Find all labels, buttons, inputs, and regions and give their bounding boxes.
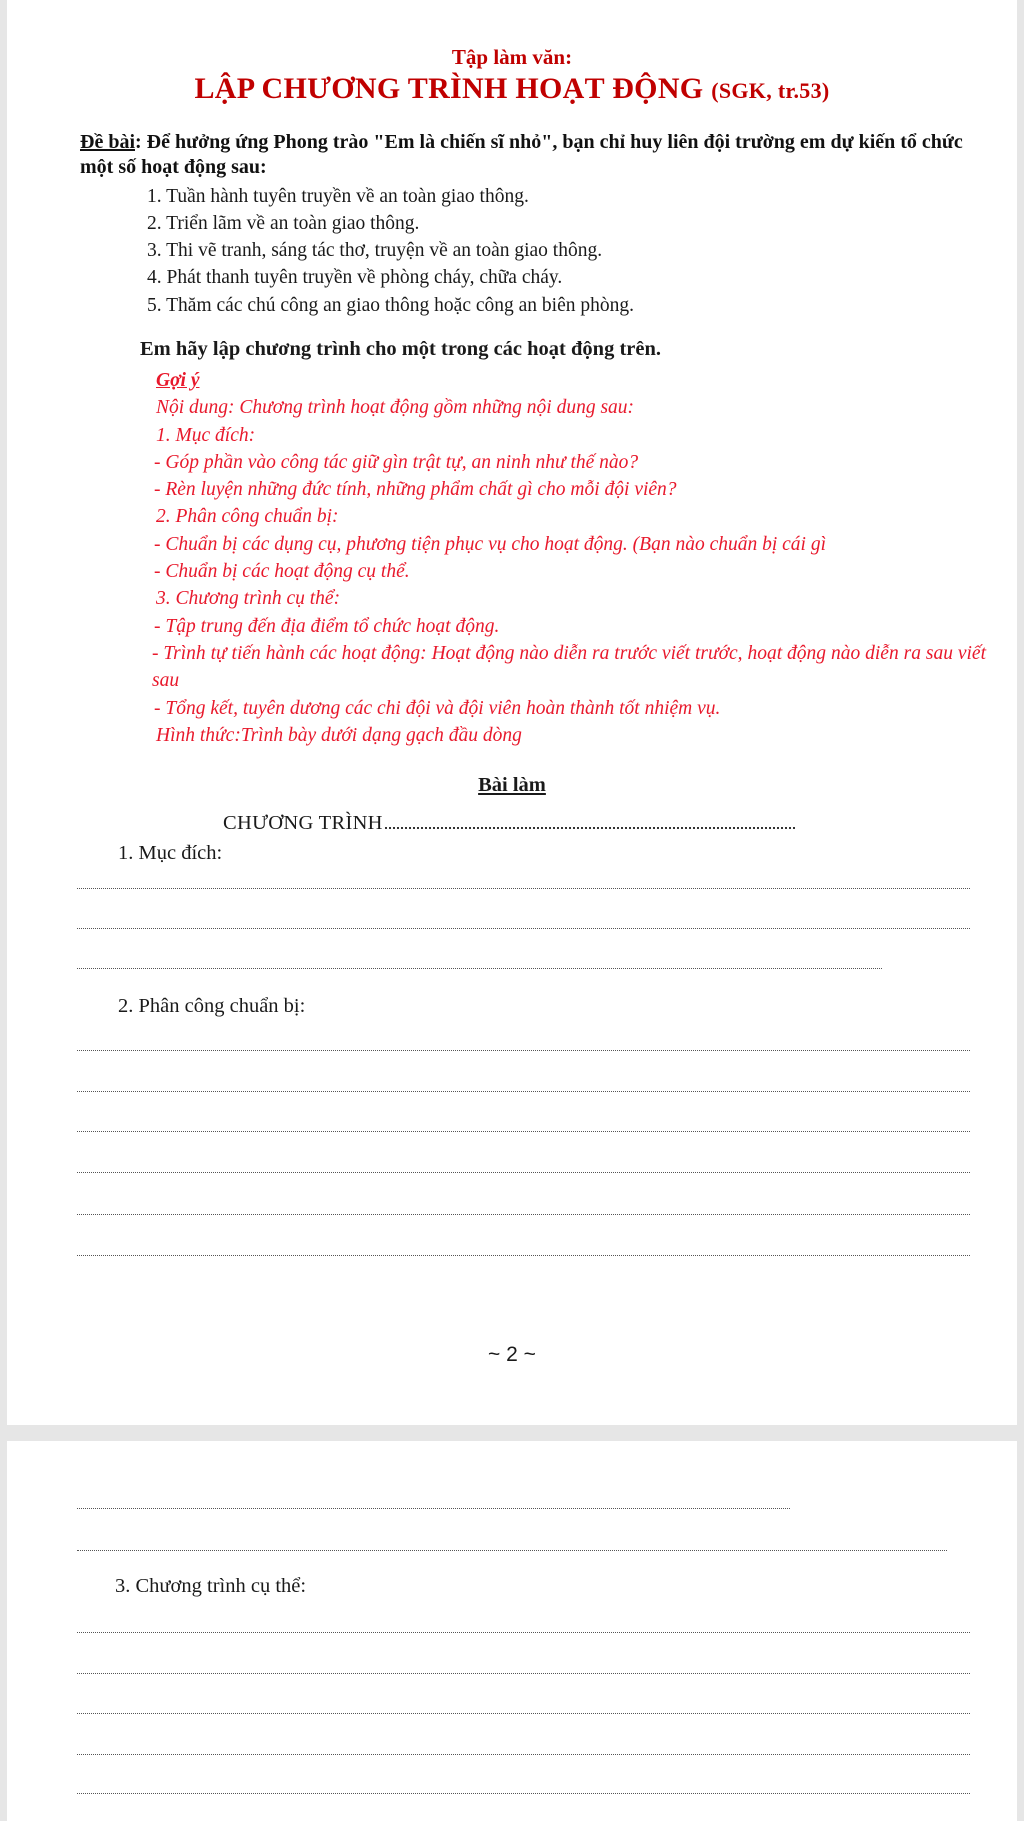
- answer-line[interactable]: [77, 1673, 970, 1674]
- answer-line[interactable]: [77, 1793, 970, 1794]
- answer-line[interactable]: [77, 1172, 970, 1173]
- answer-line[interactable]: [77, 1508, 790, 1509]
- hint-line: - Tập trung đến địa điểm tổ chức hoạt động.: [154, 615, 500, 637]
- answer-line[interactable]: [77, 1214, 970, 1215]
- section-schedule-label: 3. Chương trình cụ thể:: [115, 1575, 307, 1597]
- task-instruction: Em hãy lập chương trình cho một trong các hoạt động trên.: [140, 338, 661, 360]
- answer-line[interactable]: [77, 1131, 970, 1132]
- document-page-1: [7, 0, 1017, 1425]
- answer-line[interactable]: [77, 888, 970, 889]
- program-title-text: CHƯƠNG TRÌNH: [223, 812, 383, 834]
- program-title: [223, 812, 795, 835]
- hint-line: - Chuẩn bị các dụng cụ, phương tiện phục vụ cho hoạt động. (Bạn nào chuẩn bị cái gì: [154, 533, 827, 555]
- activity-item: 5. Thăm các chú công an giao thông hoặc công an biên phòng.: [147, 295, 634, 316]
- activity-item: 3. Thi vẽ tranh, sáng tác thơ, truyện về an toàn giao thông.: [147, 240, 603, 261]
- answer-line[interactable]: [77, 1754, 970, 1755]
- activity-item: 4. Phát thanh tuyên truyền về phòng cháy, chữa cháy.: [147, 267, 563, 288]
- answer-line[interactable]: [77, 1550, 947, 1551]
- lesson-subtitle: Tập làm văn:: [451, 45, 573, 69]
- section-purpose-label: 1. Mục đích:: [118, 842, 223, 864]
- hint-line: 2. Phân công chuẩn bị:: [156, 506, 339, 528]
- section-preparation-label: 2. Phân công chuẩn bị:: [118, 995, 306, 1017]
- answer-line[interactable]: [77, 928, 970, 929]
- page-title: [7, 72, 1017, 106]
- answer-line[interactable]: [77, 968, 882, 969]
- hint-heading: Gợi ý: [156, 370, 200, 391]
- assignment-prompt: [80, 130, 980, 180]
- answer-line[interactable]: [77, 1713, 970, 1714]
- hint-line: 3. Chương trình cụ thể:: [156, 588, 341, 610]
- hint-line: Nội dung: Chương trình hoạt động gồm những nội dung sau:: [156, 397, 635, 419]
- answer-heading: Bài làm: [478, 774, 546, 796]
- hint-line: - Chuẩn bị các hoạt động cụ thể.: [154, 561, 410, 583]
- activity-item: 1. Tuần hành tuyên truyền về an toàn giao thông.: [147, 186, 529, 207]
- answer-line[interactable]: [77, 1091, 970, 1092]
- hint-line: Hình thức:Trình bày dưới dạng gạch đầu dòng: [156, 724, 522, 746]
- hint-line: - Góp phần vào công tác giữ gìn trật tự, an ninh như thế nào?: [154, 451, 639, 473]
- hint-line: - Rèn luyện những đức tính, những phẩm chất gì cho mỗi đội viên?: [154, 479, 677, 501]
- page-number: ~ 2 ~: [488, 1343, 536, 1366]
- answer-line[interactable]: [77, 1050, 970, 1051]
- prompt-label: Đề bài: [80, 131, 135, 153]
- prompt-text: : Để hưởng ứng Phong trào "Em là chiến sĩ nhỏ", bạn chỉ huy liên đội trường em dự kiến tổ chức một số hoạt động sau:: [80, 131, 963, 178]
- hint-line: - Trình tự tiến hành các hoạt động: Hoạt động nào diễn ra trước viết trước, hoạt động nào diễn ra sau viết sau: [152, 642, 986, 692]
- answer-line[interactable]: [77, 1255, 970, 1256]
- hint-line: - Tổng kết, tuyên dương các chi đội và đội viên hoàn thành tốt nhiệm vụ.: [154, 697, 721, 719]
- program-title-blank[interactable]: [385, 813, 795, 829]
- answer-line[interactable]: [77, 1632, 970, 1633]
- hint-line: 1. Mục đích:: [156, 424, 256, 446]
- title-reference: (SGK, tr.53): [711, 78, 830, 103]
- activity-item: 2. Triển lãm về an toàn giao thông.: [147, 213, 420, 234]
- title-main: LẬP CHƯƠNG TRÌNH HOẠT ĐỘNG: [194, 72, 704, 105]
- hint-block: [152, 367, 986, 749]
- document-page-2: [7, 1441, 1017, 1821]
